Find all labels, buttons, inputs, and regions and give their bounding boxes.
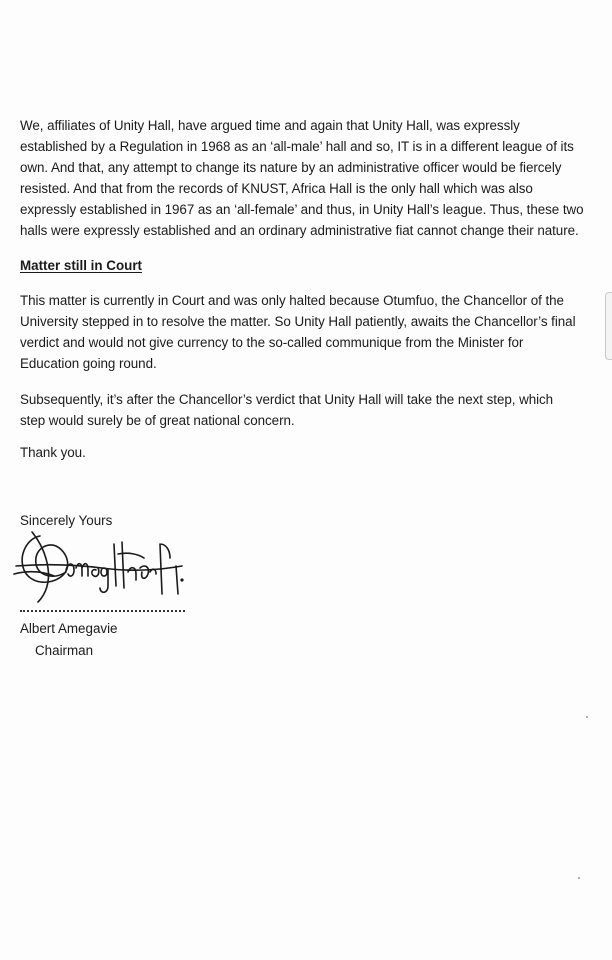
paragraph-line: We, affiliates of Unity Hall, have argued time and again that Unity Hall, was expressly — [20, 118, 520, 133]
section-heading: Matter still in Court — [20, 258, 143, 273]
paragraph-line: University stepped in to resolve the matter. So Unity Hall patiently, awaits the Chancellor’s final — [20, 314, 576, 329]
paragraph-line: expressly established in 1967 as an ‘all-female’ and thus, in Unity Hall’s league. Thus, these two — [20, 202, 584, 217]
paragraph-line: established by a Regulation in 1968 as an ‘all-male’ hall and so, IT is in a different league of its — [20, 139, 574, 154]
signatory-title: Chairman — [35, 643, 94, 658]
signatory-name: Albert Amegavie — [20, 621, 118, 636]
paragraph-unity-hall-status — [20, 115, 610, 241]
paragraph-line: Thank you. — [20, 445, 86, 460]
paragraph-line: Subsequently, it’s after the Chancellor’s verdict that Unity Hall will take the next step, which — [20, 392, 554, 407]
paragraph-line: This matter is currently in Court and was only halted because Otumfuo, the Chancellor of the — [20, 293, 564, 308]
paragraph-line: Education going round. — [20, 356, 157, 371]
closing-salutation: Sincerely Yours — [20, 513, 113, 528]
paragraph-line: step would surely be of great national concern. — [20, 413, 295, 428]
signature-dotted-line — [20, 600, 185, 612]
paragraph-next-step — [20, 389, 610, 431]
paragraph-line: halls were expressly established and an ordinary administrative fiat cannot change their nature. — [20, 223, 579, 238]
scan-speck — [578, 877, 580, 879]
handwritten-signature — [10, 524, 190, 608]
paragraph-line: resisted. And that from the records of KNUST, Africa Hall is the only hall which was also — [20, 181, 533, 196]
scan-speck — [586, 716, 588, 718]
paragraph-line: verdict and would not give currency to the so-called communique from the Minister for — [20, 335, 524, 350]
paragraph-line: own. And that, any attempt to change its nature by an administrative officer would be fiercely — [20, 160, 562, 175]
paragraph-court-matter — [20, 290, 610, 374]
paragraph-thanks — [20, 442, 610, 463]
